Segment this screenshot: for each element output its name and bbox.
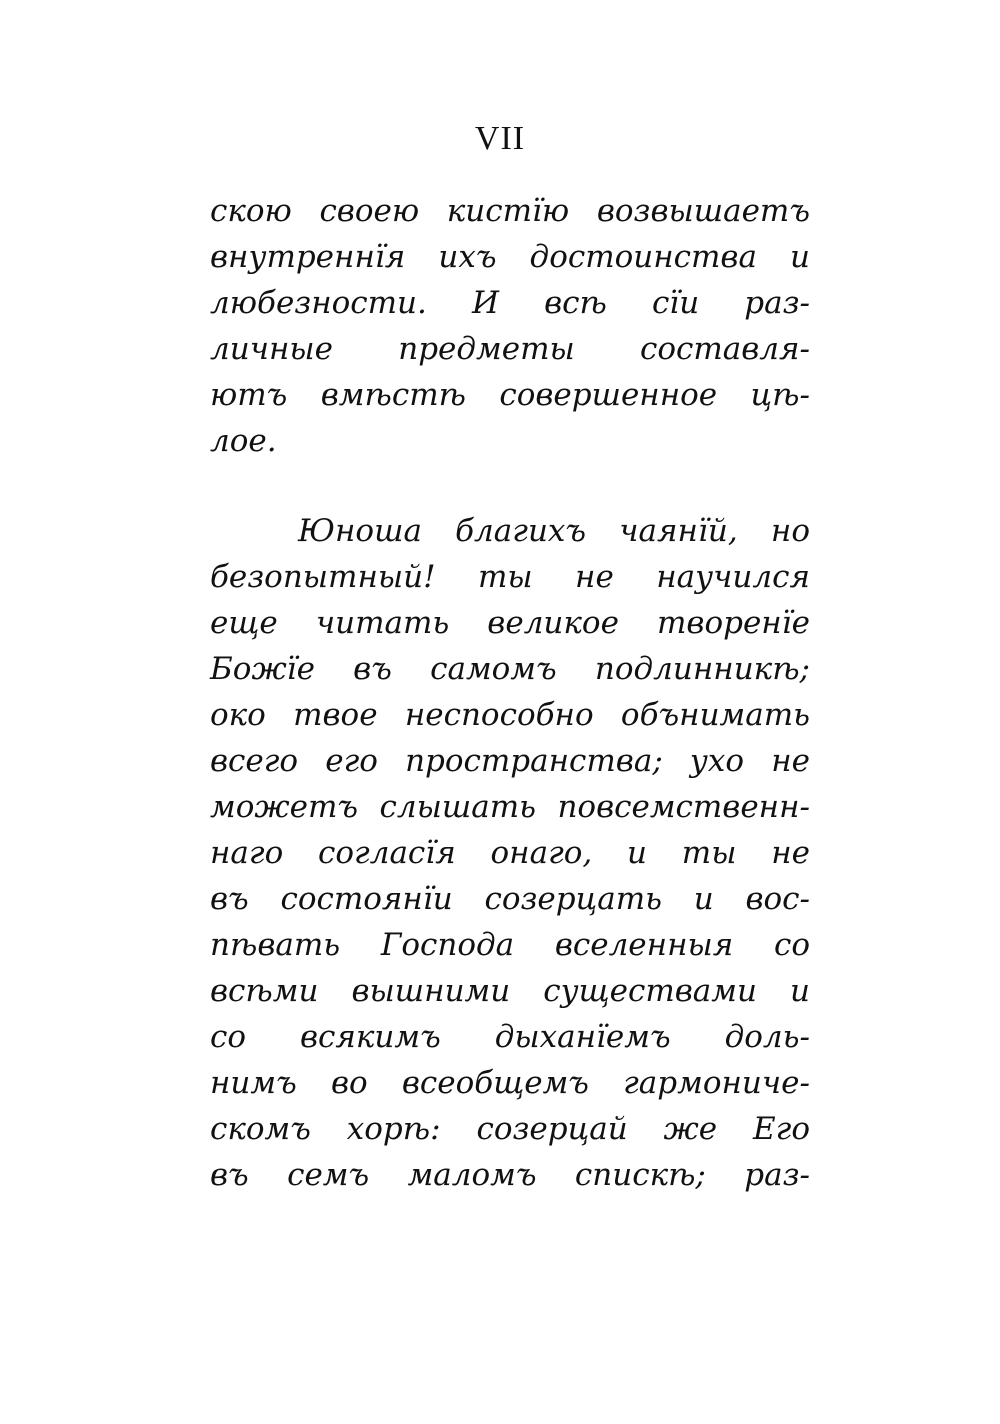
text-line: личные предметы составля- [210, 331, 810, 367]
text-line: любезности. И всѣ сїи раз- [210, 285, 810, 321]
text-line: еще читать великое творенїе [210, 605, 810, 641]
text-line: наго согласїя онаго, и ты не [210, 835, 810, 871]
paragraph-1 [210, 188, 810, 464]
text-line: внутреннїя ихъ достоинства и [210, 239, 810, 275]
page-number: VII [474, 120, 526, 157]
text-line: со всякимъ дыханїемъ доль- [210, 1019, 810, 1055]
text-line: безопытный! ты не научился [210, 559, 810, 595]
text-line: въ состоянїи созерцать и вос- [210, 881, 810, 917]
text-line: можетъ слышать повсемственн- [210, 789, 810, 825]
text-line: всѣми вышними существами и [210, 973, 810, 1009]
text-line: Юноша благихъ чаянїй, но [298, 513, 810, 549]
text-line: скою своею кистїю возвышаетъ [210, 193, 810, 229]
text-line: ютъ вмѣстѣ совершенное цѣ- [210, 377, 810, 413]
text-line: нимъ во всеобщемъ гармониче- [210, 1065, 810, 1101]
text-line: всего его пространства; ухо не [210, 743, 810, 779]
text-line: въ семъ маломъ спискѣ; раз- [210, 1157, 810, 1193]
text-line: лое. [210, 423, 277, 459]
paragraph-2 [210, 508, 810, 1198]
text-line: пѣвать Господа вселенныя со [210, 927, 810, 963]
text-line: скомъ хорѣ: созерцай же Его [210, 1111, 810, 1147]
text-line: око твое неспособно обънимать [210, 697, 810, 733]
text-line: Божїе въ самомъ подлинникѣ; [210, 651, 810, 687]
